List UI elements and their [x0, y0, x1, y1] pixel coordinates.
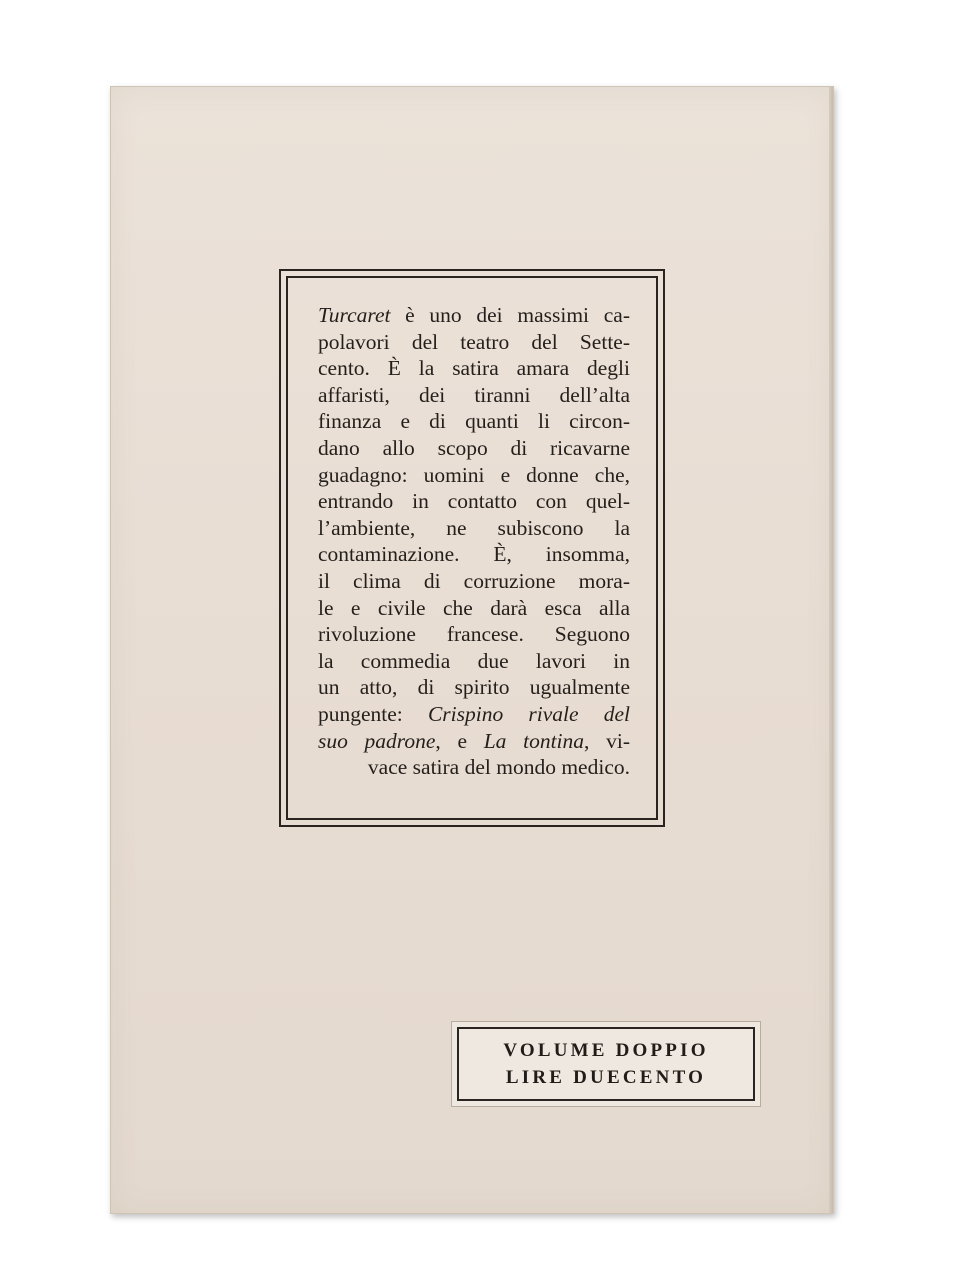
blurb-italic-run: La tontina	[483, 728, 585, 753]
blurb-run: affaristi, dei tiranni dell’alta	[318, 382, 630, 407]
blurb-line	[318, 515, 630, 542]
price-sticker-frame	[457, 1027, 755, 1101]
blurb-run: pungente:	[318, 701, 428, 726]
blurb-double-frame	[279, 269, 665, 827]
blurb-run: dano allo scopo di ricavarne	[318, 435, 630, 460]
blurb-run: rivoluzione francese. Seguono	[318, 622, 630, 647]
blurb-run: la commedia due lavori in	[318, 648, 630, 673]
blurb-line	[318, 408, 630, 435]
blurb-run: , vi-	[584, 728, 630, 753]
blurb-line	[318, 435, 630, 462]
blurb-inner-frame	[286, 276, 658, 820]
blurb-run: cento. È la satira amara degli	[318, 356, 630, 381]
blurb-line	[318, 541, 630, 568]
blurb-line	[318, 302, 630, 329]
blurb-line	[318, 488, 630, 515]
blurb-line	[318, 329, 630, 356]
price-sticker	[451, 1021, 761, 1107]
blurb-line	[318, 728, 630, 755]
blurb-line	[318, 355, 630, 382]
blurb-line	[318, 648, 630, 675]
blurb-line	[318, 595, 630, 622]
blurb-run: vace satira del mondo medico.	[367, 755, 630, 780]
blurb-italic-run: Crispino rivale del	[427, 701, 630, 726]
blurb-line	[318, 462, 630, 489]
blurb-line	[318, 701, 630, 728]
blurb-run: un atto, di spirito ugualmente	[318, 675, 630, 700]
price-line-volume: VOLUME DOPPIO	[503, 1040, 709, 1061]
blurb-run: il clima di corruzione mora-	[318, 568, 630, 593]
blurb-run: è uno dei massimi ca-	[390, 303, 630, 327]
blurb-line	[318, 568, 630, 595]
blurb-line	[318, 754, 630, 781]
blurb-run: le e civile che darà esca alla	[318, 595, 630, 620]
blurb-italic-run: Turcaret	[318, 303, 391, 327]
blurb-line	[318, 382, 630, 409]
blurb-line	[318, 621, 630, 648]
blurb-run: guadagno: uomini e donne che,	[318, 462, 630, 487]
price-line-lire: LIRE DUECENTO	[505, 1067, 707, 1088]
blurb-line	[318, 674, 630, 701]
blurb-run: finanza e di quanti li circon-	[318, 409, 630, 434]
blurb-text	[318, 302, 630, 781]
book-back-cover	[110, 86, 834, 1214]
blurb-run: entrando in contatto con quel-	[318, 489, 630, 514]
blurb-run: l’ambiente, ne subiscono la	[318, 515, 630, 540]
blurb-italic-run: suo padrone	[318, 728, 436, 753]
blurb-run: polavori del teatro del Sette-	[318, 329, 630, 354]
blurb-run: , e	[435, 728, 484, 753]
cover-edge	[829, 87, 833, 1213]
blurb-run: contaminazione. È, insomma,	[318, 542, 630, 567]
